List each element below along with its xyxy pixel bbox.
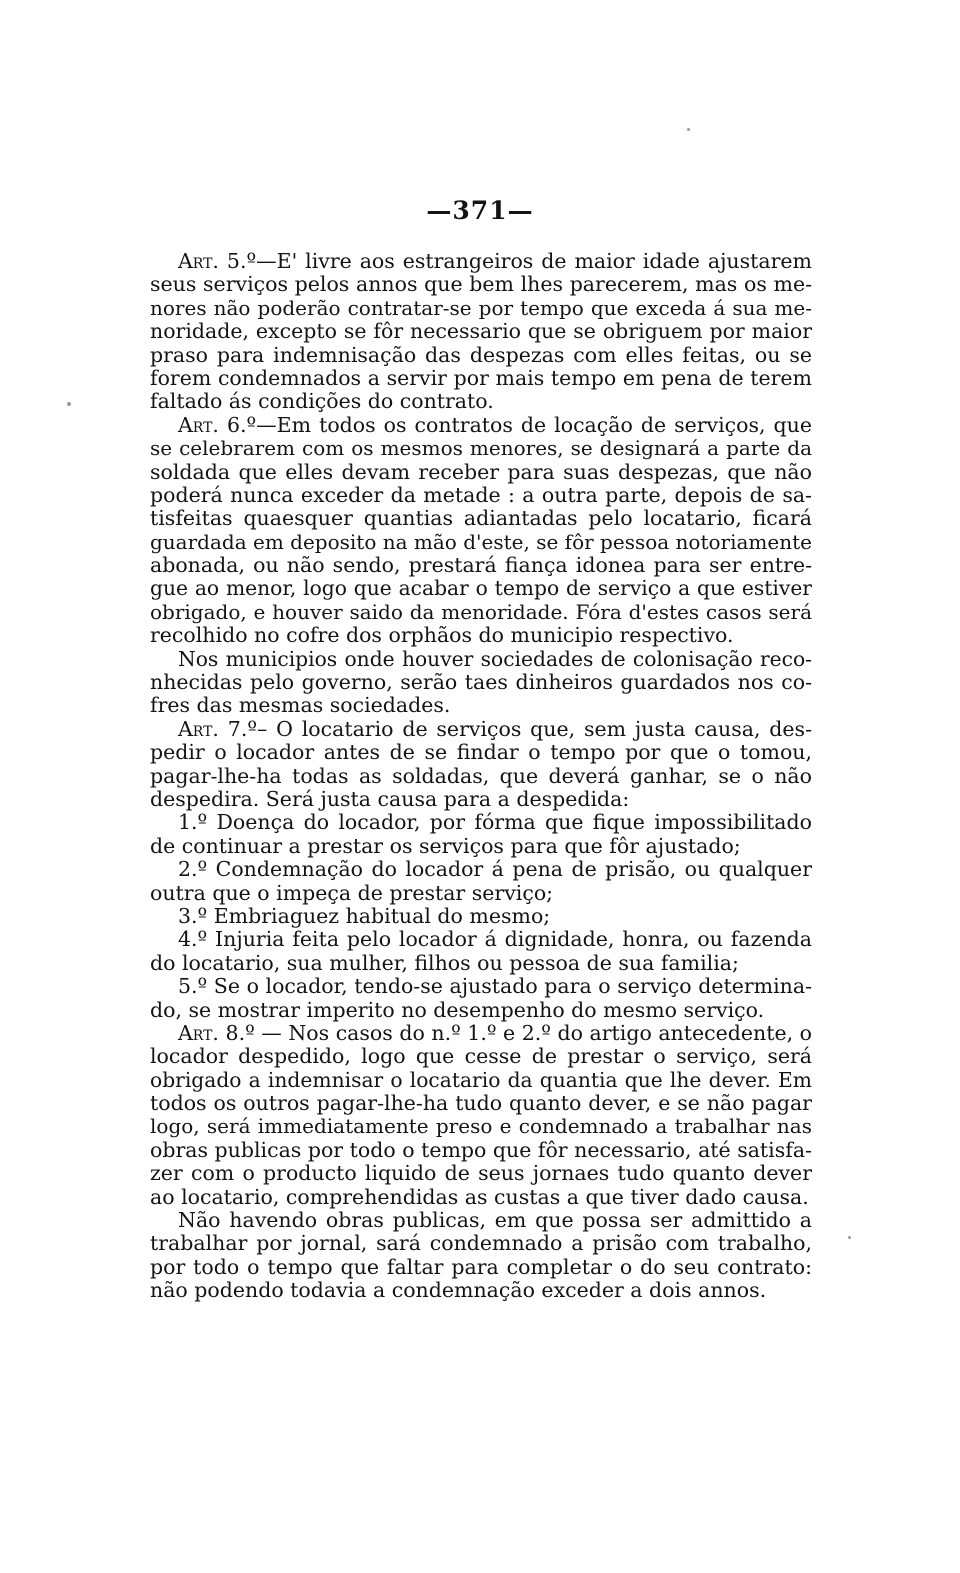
text-line: locador despedido, logo que cesse de prestar o serviço, será <box>150 1044 812 1069</box>
text-line: forem condemnados a servir por mais tempo em pena de terem <box>150 365 812 390</box>
text-line: não podendo todavia a condemnação exceder a dois annos. <box>150 1278 767 1303</box>
text-line: faltado ás condições do contrato. <box>150 389 494 414</box>
text-line: obrigado, e houver saido da menoridade. Fóra d'estes casos será <box>150 599 812 624</box>
text-line: obras publicas por todo o tempo que fôr necessario, até satisfa- <box>150 1137 812 1162</box>
text-line: Não havendo obras publicas, em que possa ser admittido a <box>178 1208 812 1233</box>
list-item: 2.º Condemnação do locador á pena de prisão, ou qualquer <box>178 857 812 882</box>
list-item: 5.º Se o locador, tendo-se ajustado para o serviço determina- <box>178 974 812 999</box>
text-line: pagar-lhe-ha todas as soldadas, que deverá ganhar, se o não <box>150 763 812 788</box>
text-line: nores não poderão contratar-se por tempo que exceda á sua me- <box>150 295 812 320</box>
list-item: 3.º Embriaguez habitual do mesmo; <box>178 903 551 928</box>
text-line: praso para indemnisação das despezas com elles feitas, ou se <box>150 342 812 367</box>
article-label: Art. <box>178 716 219 741</box>
page-speck <box>848 1236 851 1239</box>
text-line: gue ao menor, logo que acabar o tempo de serviço a que estiver <box>150 576 812 601</box>
text-line: tisfeitas quaesquer quantias adiantadas pelo locatario, ficará <box>150 506 812 531</box>
text-line: seus serviços pelos annos que bem lhes parecerem, mas os me- <box>150 272 812 297</box>
text-line: trabalhar por jornal, sará condemnado a prisão com trabalho, <box>150 1231 812 1256</box>
page-speck <box>67 402 71 406</box>
text-line: Nos municipios onde houver sociedades de colonisação reco- <box>178 646 812 671</box>
text-line: de continuar a prestar os serviços para que fôr ajustado; <box>150 833 741 858</box>
article-label: Art. <box>178 249 219 273</box>
text-line: abonada, ou não sendo, prestará fiança idonea para ser entre- <box>150 553 812 578</box>
text-line: Art. 6.º—Em todos os contratos de locação de serviços, que <box>178 412 812 437</box>
text-line: pedir o locador antes de se findar o tempo por que o tomou, <box>150 740 812 765</box>
text-line: zer com o producto liquido de seus jornaes tudo quanto dever <box>150 1161 812 1186</box>
text-line: fres das mesmas sociedades. <box>150 693 451 718</box>
page-speck <box>687 128 690 131</box>
text-line: logo, será immediatamente preso e condemnado a trabalhar nas <box>150 1114 812 1139</box>
text-line: todos os outros pagar-lhe-ha tudo quanto dever, e se não pagar <box>150 1091 812 1116</box>
body-text <box>150 250 812 1303</box>
text-line: do locatario, sua mulher, filhos ou pessoa de sua familia; <box>150 950 739 975</box>
text-line: ao locatario, comprehendidas as custas a que tiver dado causa. <box>150 1184 809 1209</box>
text-line: Art. 5.º—E' livre aos estrangeiros de maior idade ajustarem <box>178 249 812 273</box>
page-number: —371— <box>426 196 534 225</box>
text-line: poderá nunca exceder da metade : a outra parte, depois de sa- <box>150 482 812 507</box>
text-line: se celebrarem com os mesmos menores, se designará a parte da <box>150 436 812 461</box>
text-line: do, se mostrar imperito no desempenho do mesmo serviço. <box>150 997 765 1022</box>
text-line: noridade, excepto se fôr necessario que se obriguem por maior <box>150 319 812 344</box>
article-label: Art. <box>178 1020 219 1045</box>
text-line: por todo o tempo que faltar para completar o do seu contrato: <box>150 1254 812 1279</box>
text-line: outra que o impeça de prestar serviço; <box>150 880 554 905</box>
text-line: obrigado a indemnisar o locatario da quantia que lhe dever. Em <box>150 1067 812 1092</box>
list-item: 4.º Injuria feita pelo locador á dignidade, honra, ou fazenda <box>178 927 812 952</box>
text-line: Art. 8.º — Nos casos do n.º 1.º e 2.º do artigo antecedente, o <box>178 1020 812 1045</box>
text-line: despedira. Será justa causa para a despedida: <box>150 786 630 811</box>
text-line: recolhido no cofre dos orphãos do municipio respectivo. <box>150 623 734 648</box>
text-line: guardada em deposito na mão d'este, se fôr pessoa notoriamente <box>150 529 812 554</box>
text-line: nhecidas pelo governo, serão taes dinheiros guardados nos co- <box>150 670 812 695</box>
text-line: soldada que elles devam receber para suas despezas, que não <box>150 459 812 484</box>
text-line: Art. 7.º– O locatario de serviços que, sem justa causa, des- <box>178 716 812 741</box>
list-item: 1.º Doença do locador, por fórma que fique impossibilitado <box>178 810 812 835</box>
article-label: Art. <box>178 412 219 437</box>
